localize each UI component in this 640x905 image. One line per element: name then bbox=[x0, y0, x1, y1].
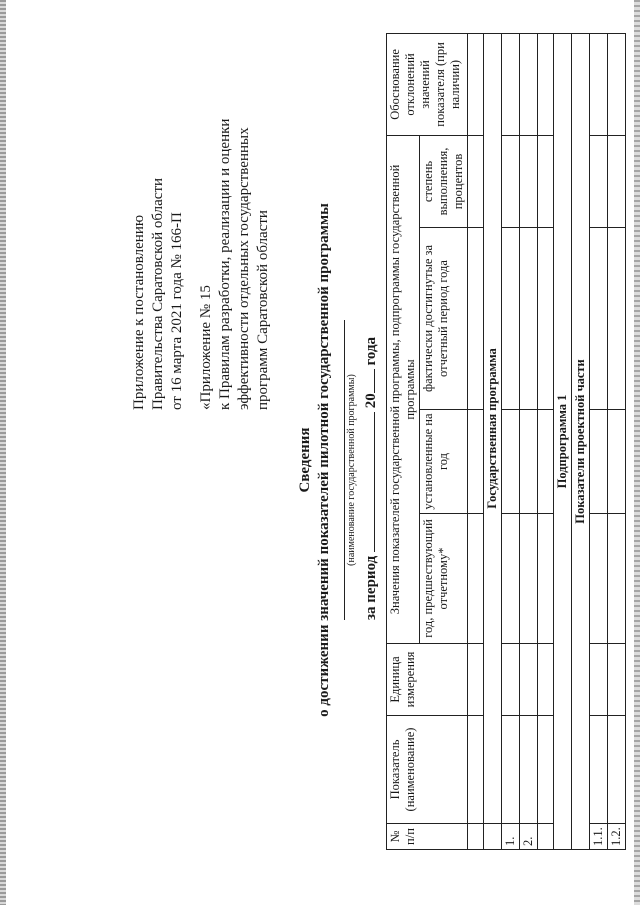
period-blank bbox=[362, 412, 375, 552]
indicators-table bbox=[386, 33, 626, 850]
title-line-2: о достижении значений показателей пилотной государственной программы bbox=[316, 203, 332, 717]
table-row bbox=[538, 33, 554, 849]
section-row-subprogram bbox=[554, 33, 572, 849]
section-program: Государственная программа bbox=[484, 33, 502, 823]
header-unit: Единица измерения bbox=[387, 644, 468, 716]
header-values-group: Значения показателей государственной программы, подпрограммы государственной программы bbox=[387, 135, 420, 643]
table-row bbox=[520, 33, 538, 849]
appendix-header bbox=[130, 80, 273, 410]
header-line-2: Правительства Саратовской области bbox=[150, 177, 166, 410]
header-line-4: «Приложение № 15 bbox=[198, 285, 214, 410]
header-num: № п/п bbox=[387, 824, 468, 850]
row-number: 1. bbox=[502, 824, 520, 850]
header-prev-year: год, предшествующий отчетному* bbox=[420, 514, 468, 644]
header-line-1: Приложение к постановлению bbox=[131, 214, 147, 410]
header-line-3: от 16 марта 2021 года № 166-П bbox=[169, 212, 185, 410]
section-subprogram: Подпрограмма 1 bbox=[554, 33, 572, 849]
header-line-7: программ Саратовской области bbox=[255, 210, 271, 410]
program-name-line bbox=[344, 320, 345, 620]
table-row bbox=[468, 33, 484, 849]
year-blank bbox=[362, 369, 375, 393]
section-project: Показатели проектной части bbox=[572, 33, 590, 849]
period-year-suffix: года bbox=[363, 336, 379, 366]
header-actual: фактически достигнутые за отчетный период года bbox=[420, 228, 468, 410]
header-line-6: эффективности отдельных государственных bbox=[236, 127, 252, 410]
header-degree: степень выполнения, процентов bbox=[420, 135, 468, 227]
scan-edge-left bbox=[0, 0, 6, 905]
program-name-caption: (наименование государственной программы) bbox=[346, 374, 357, 566]
section-row-project bbox=[572, 33, 590, 849]
table-row bbox=[502, 33, 520, 849]
header-justification: Обоснование отклонений значений показателя (при наличии) bbox=[387, 33, 468, 135]
period-line bbox=[362, 290, 380, 620]
document-title bbox=[296, 150, 334, 770]
scan-edge-right bbox=[634, 0, 640, 905]
table-row bbox=[590, 33, 608, 849]
period-prefix: за период bbox=[363, 555, 379, 620]
rotated-page bbox=[10, 10, 630, 890]
section-row-program bbox=[484, 33, 502, 849]
header-line-5: к Правилам разработки, реализации и оценки bbox=[217, 118, 233, 410]
period-year-prefix: 20 bbox=[363, 393, 379, 409]
header-planned: установленные на год bbox=[420, 410, 468, 514]
row-number: 1.1. bbox=[590, 824, 608, 850]
title-line-1: Сведения bbox=[297, 427, 313, 493]
header-indicator: Показатель (наименование) bbox=[387, 716, 468, 824]
row-number: 2. bbox=[520, 824, 538, 850]
row-number: 1.2. bbox=[608, 824, 626, 850]
table-row bbox=[608, 33, 626, 849]
